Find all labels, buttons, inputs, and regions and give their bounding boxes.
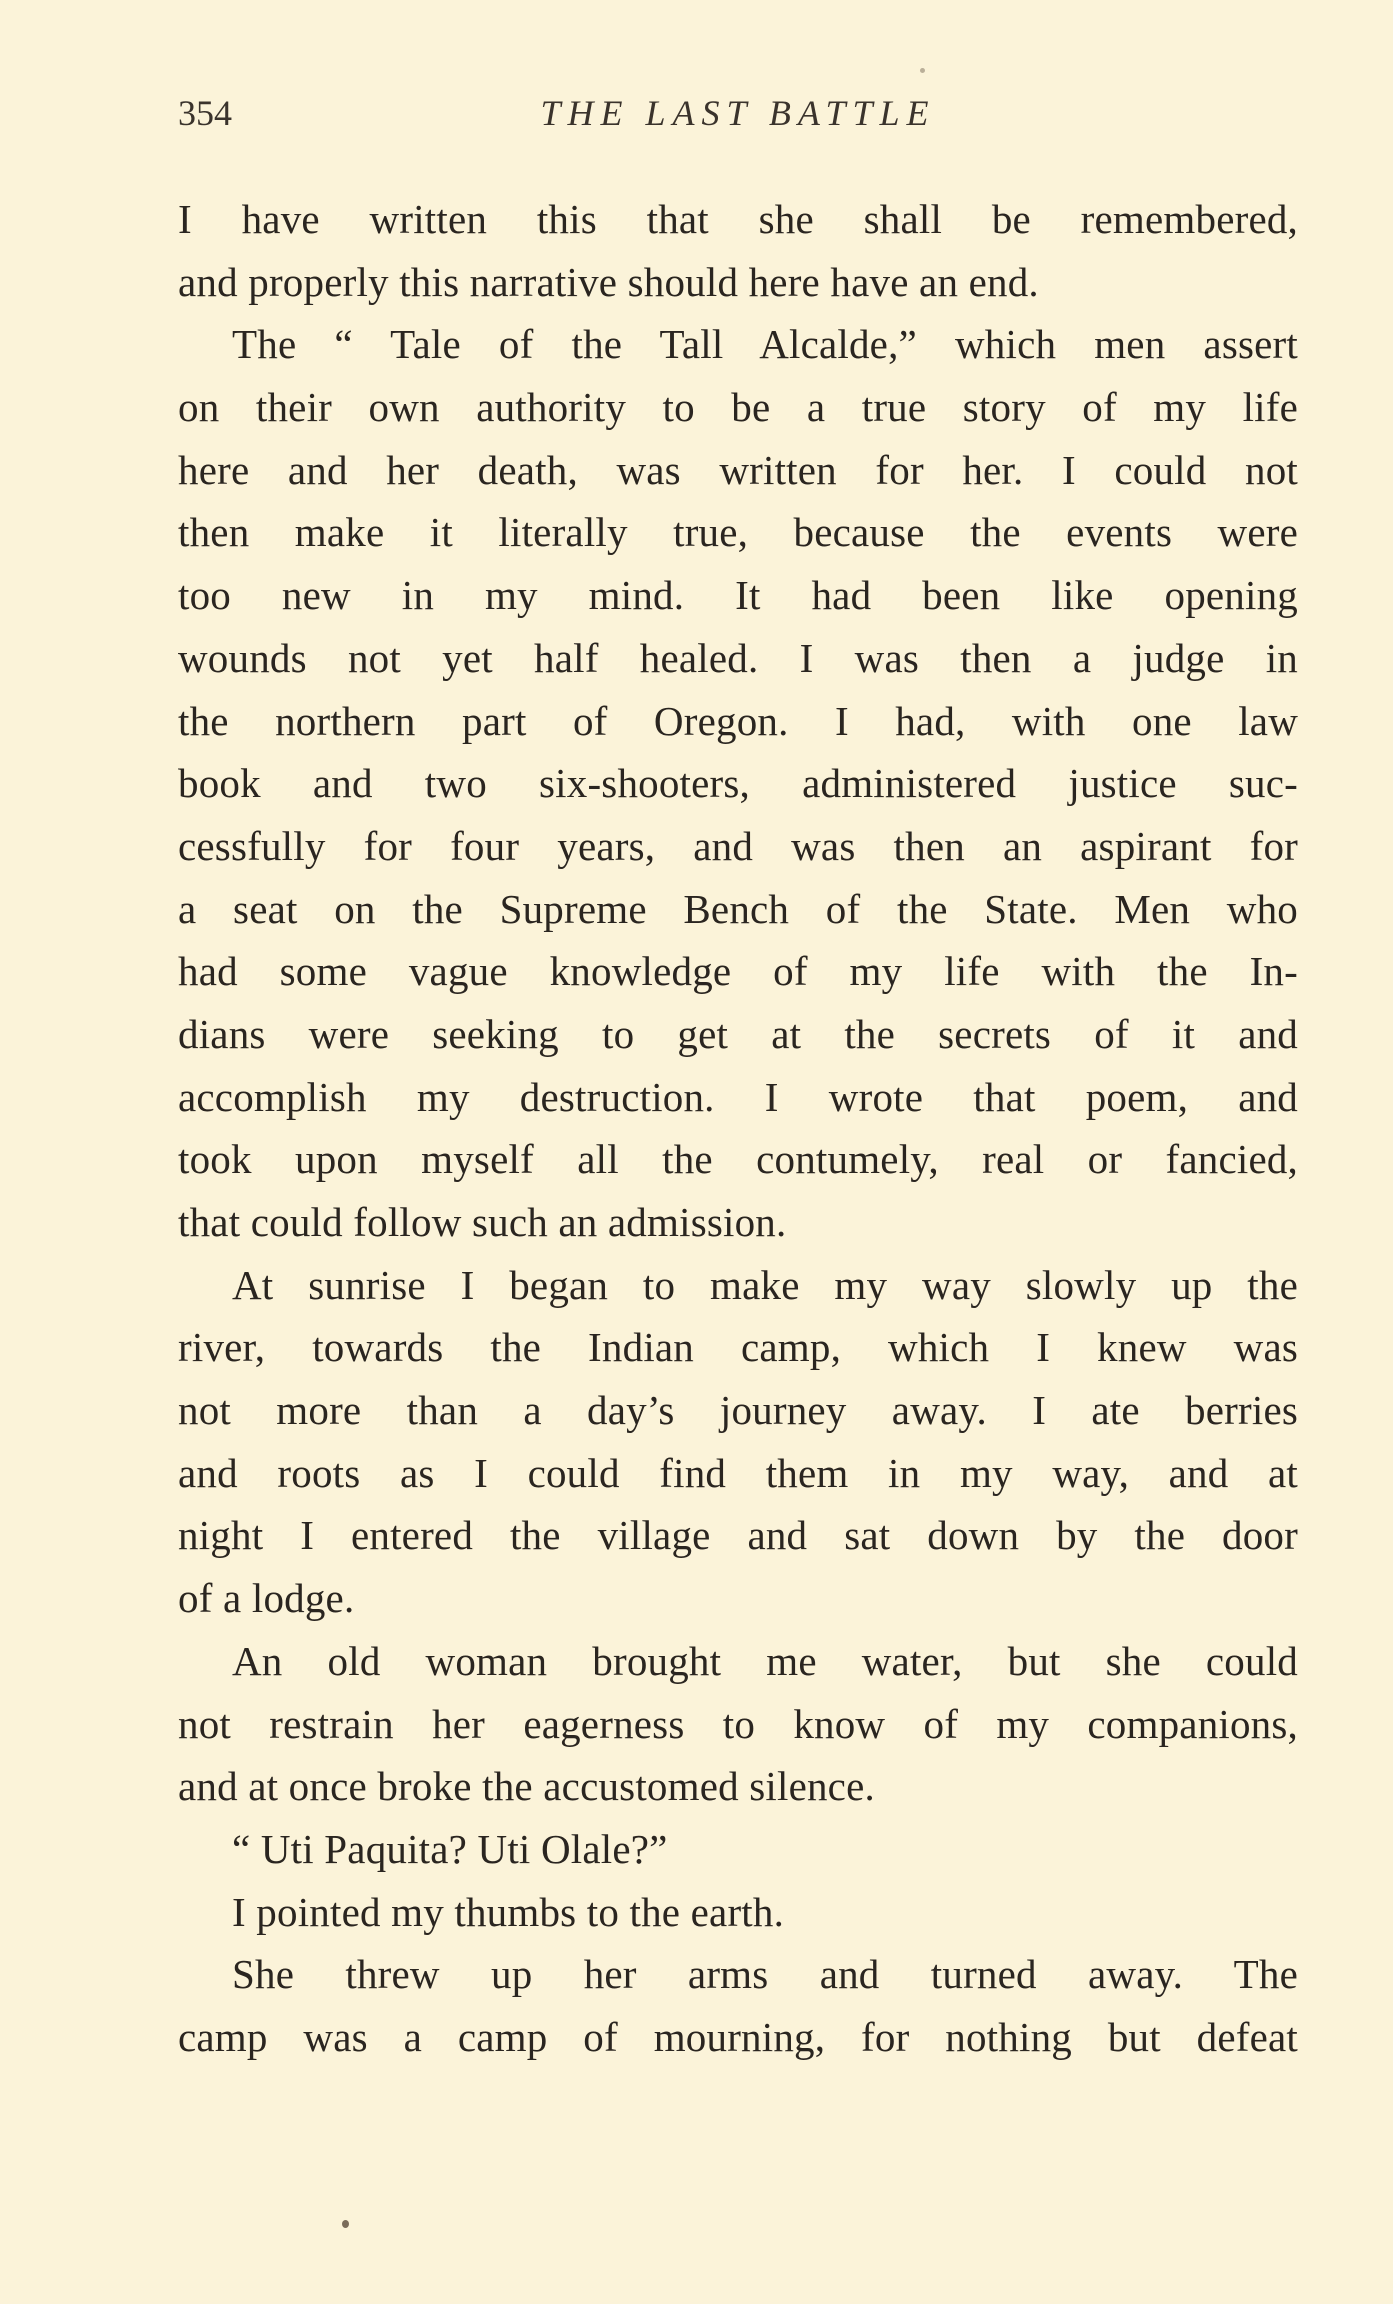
text-line: too new in my mind. It had been like opening: [178, 572, 1298, 619]
text-line: “ Uti Paquita? Uti Olale?”: [232, 1825, 668, 1872]
text-line: At sunrise I began to make my way slowly up the: [232, 1261, 1298, 1308]
text-line: An old woman brought me water, but she could: [232, 1637, 1298, 1684]
text-line: not restrain her eagerness to know of my companions,: [178, 1700, 1298, 1747]
text-line: a seat on the Supreme Bench of the State. Men who: [178, 885, 1298, 932]
text-line: here and her death, was written for her. I could not: [178, 446, 1298, 493]
text-line: dians were seeking to get at the secrets of it and: [178, 1010, 1298, 1057]
text-line: She threw up her arms and turned away. The: [232, 1951, 1298, 1998]
text-line: and roots as I could find them in my way, and at: [178, 1449, 1298, 1496]
ink-speck: [342, 2220, 349, 2228]
text-line: camp was a camp of mourning, for nothing but defeat: [178, 2013, 1298, 2060]
text-line: the northern part of Oregon. I had, with one law: [178, 697, 1298, 744]
text-line: night I entered the village and sat down by the door: [178, 1512, 1298, 1559]
text-line: wounds not yet half healed. I was then a judge in: [178, 634, 1298, 681]
text-line: book and two six-shooters, administered justice suc-: [178, 760, 1298, 807]
text-line: I have written this that she shall be remembered,: [178, 196, 1298, 242]
text-line: not more than a day’s journey away. I ate berries: [178, 1387, 1298, 1434]
text-line: that could follow such an admission.: [178, 1199, 787, 1245]
text-line: I pointed my thumbs to the earth.: [232, 1888, 785, 1935]
ink-speck: [920, 68, 925, 73]
text-line: river, towards the Indian camp, which I knew was: [178, 1324, 1298, 1371]
text-line: cessfully for four years, and was then an aspirant for: [178, 822, 1298, 869]
text-line: had some vague knowledge of my life with the In-: [178, 948, 1298, 995]
text-line: took upon myself all the contumely, real or fancied,: [178, 1136, 1298, 1183]
text-line: and at once broke the accustomed silence.: [178, 1763, 875, 1810]
text-line: accomplish my destruction. I wrote that poem, and: [178, 1073, 1298, 1120]
text-line: and properly this narrative should here have an end.: [178, 258, 1039, 305]
body-text: [178, 188, 1298, 2069]
text-line: on their own authority to be a true story of my life: [178, 384, 1298, 431]
page-number: 354: [178, 93, 232, 133]
text-line: The “ Tale of the Tall Alcalde,” which men assert: [232, 321, 1298, 368]
text-line: of a lodge.: [178, 1575, 355, 1622]
text-line: then make it literally true, because the events were: [178, 509, 1298, 556]
running-head: [178, 82, 1298, 142]
running-title: THE LAST BATTLE: [540, 93, 936, 133]
book-page: [178, 82, 1298, 2069]
